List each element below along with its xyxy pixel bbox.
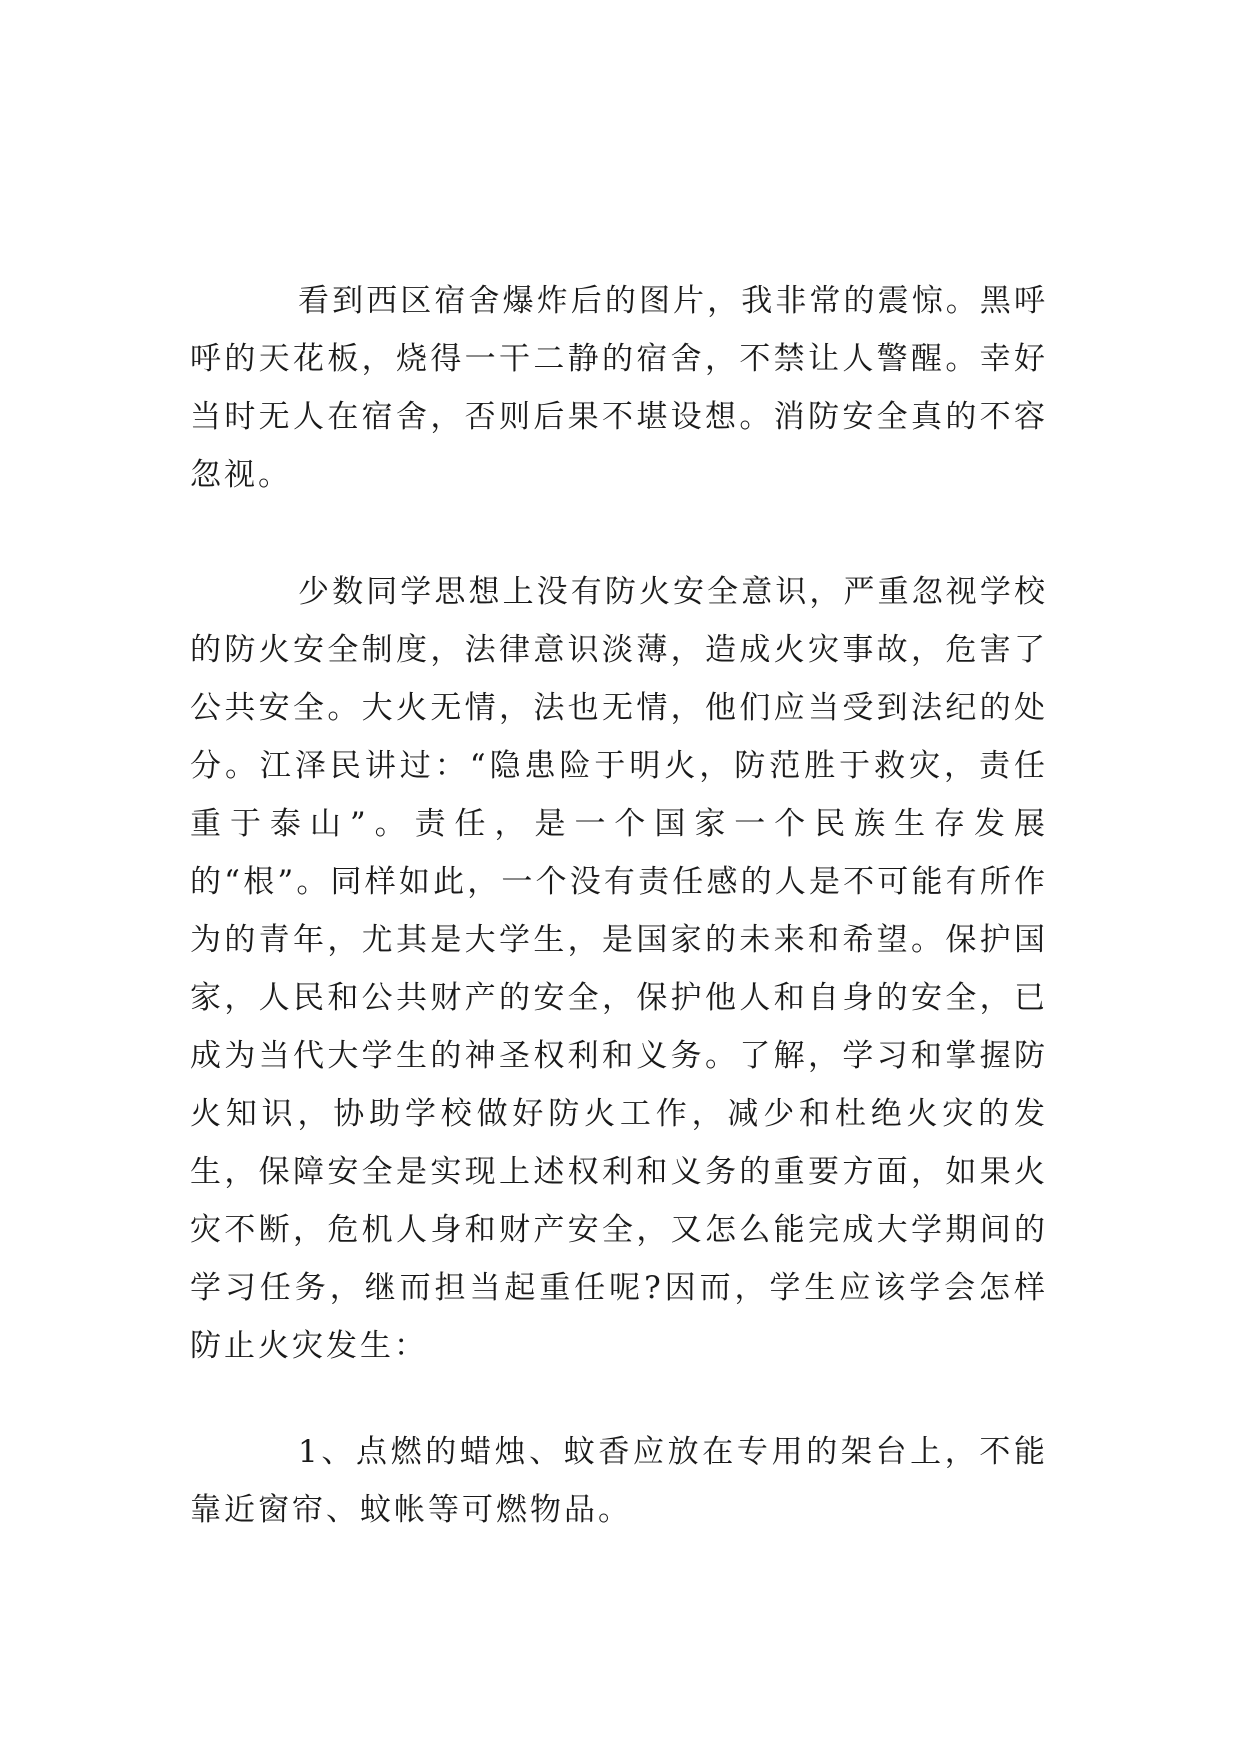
paragraph-intro: 看到西区宿舍爆炸后的图片，我非常的震惊。黑呼呼的天花板，烧得一干二静的宿舍，不禁让人警醒。幸好当时无人在宿舍，否则后果不堪设想。消防安全真的不容忽视。 (190, 283, 1048, 493)
paragraph-tip-1: 1、点燃的蜡烛、蚊香应放在专用的架台上，不能靠近窗帘、蚊帐等可燃物品。 (190, 1434, 1048, 1528)
paragraph-fire-safety-responsibility: 少数同学思想上没有防火安全意识，严重忽视学校的防火安全制度，法律意识淡薄，造成火灾事故，危害了公共安全。大火无情，法也无情，他们应当受到法纪的处分。江泽民讲过：“隐患险于明火，防范胜于救灾，责任重于泰山”。责任，是一个国家一个民族生存发展的“根”。同样如此，一个没有责任感的人是不可能有所作为的青年，尤其是大学生，是国家的未来和希望。保护国家，人民和公共财产的安全，保护他人和自身的安全，已成为当代大学生的神圣权利和义务。了解，学习和掌握防火知识，协助学校做好防火工作，减少和杜绝火灾的发生，保障安全是实现上述权利和义务的重要方面，如果火灾不断，危机人身和财产安全，又怎么能完成大学期间的学习任务，继而担当起重任呢?因而，学生应该学会怎样防止火灾发生： (190, 574, 1048, 1364)
